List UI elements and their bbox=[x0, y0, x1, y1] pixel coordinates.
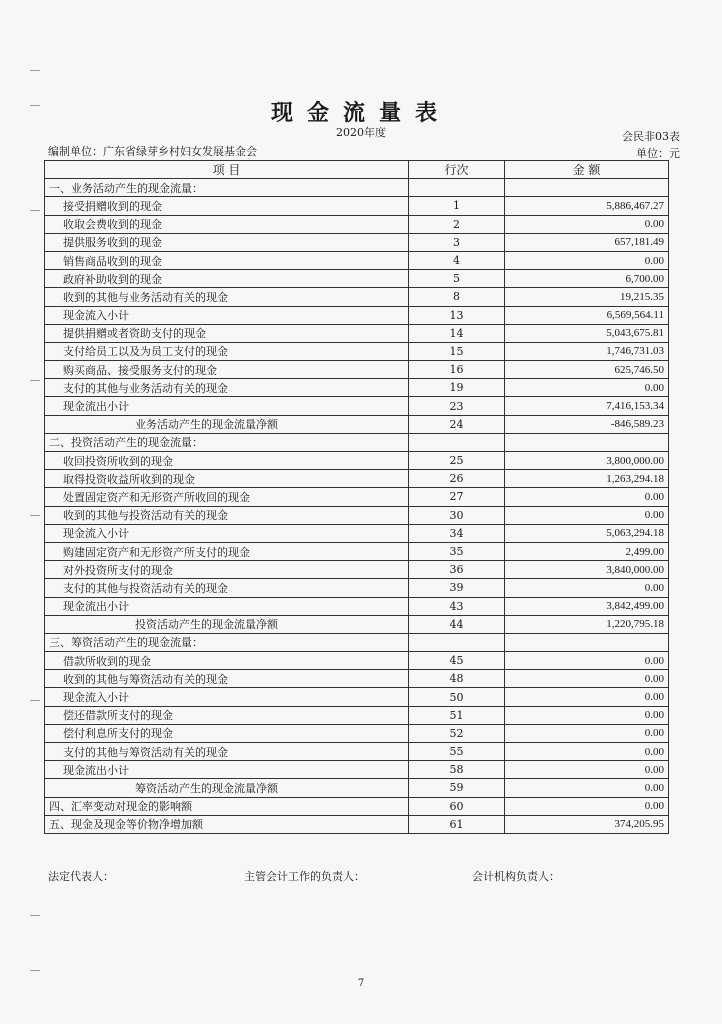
row-item-name: 收到的其他与投资活动有关的现金 bbox=[45, 506, 409, 524]
row-item-name: 一、业务活动产生的现金流量： bbox=[45, 179, 409, 197]
row-item-name: 提供服务收到的现金 bbox=[45, 233, 409, 251]
table-row bbox=[45, 524, 669, 542]
table-row bbox=[45, 306, 669, 324]
table-row bbox=[45, 251, 669, 269]
table-row bbox=[45, 179, 669, 197]
row-amount: 5,886,467.27 bbox=[505, 197, 669, 215]
table-row bbox=[45, 688, 669, 706]
column-header-row-no: 行次 bbox=[409, 161, 505, 179]
row-amount: 0.00 bbox=[505, 506, 669, 524]
legal-representative-label: 法定代表人： bbox=[48, 870, 114, 883]
row-amount: 1,263,294.18 bbox=[505, 470, 669, 488]
row-item-name: 支付给员工以及为员工支付的现金 bbox=[45, 342, 409, 360]
row-item-name: 三、筹资活动产生的现金流量： bbox=[45, 633, 409, 651]
table-row bbox=[45, 288, 669, 306]
row-item-name: 现金流入小计 bbox=[45, 688, 409, 706]
row-number: 60 bbox=[409, 797, 505, 815]
cash-flow-table bbox=[44, 160, 669, 834]
row-amount: 19,215.35 bbox=[505, 288, 669, 306]
row-number: 44 bbox=[409, 615, 505, 633]
row-item-name: 支付的其他与筹资活动有关的现金 bbox=[45, 743, 409, 761]
table-row bbox=[45, 379, 669, 397]
row-item-name: 筹资活动产生的现金流量净额 bbox=[45, 779, 409, 797]
row-item-name: 五、现金及现金等价物净增加额 bbox=[45, 815, 409, 833]
row-number: 59 bbox=[409, 779, 505, 797]
table-row bbox=[45, 743, 669, 761]
table-row bbox=[45, 579, 669, 597]
row-amount: 3,800,000.00 bbox=[505, 452, 669, 470]
row-number: 24 bbox=[409, 415, 505, 433]
row-amount: 374,205.95 bbox=[505, 815, 669, 833]
row-item-name: 收到的其他与业务活动有关的现金 bbox=[45, 288, 409, 306]
row-number: 5 bbox=[409, 270, 505, 288]
row-amount bbox=[505, 433, 669, 451]
row-number: 35 bbox=[409, 542, 505, 560]
row-number: 43 bbox=[409, 597, 505, 615]
row-amount: 0.00 bbox=[505, 706, 669, 724]
table-row bbox=[45, 706, 669, 724]
row-number: 25 bbox=[409, 452, 505, 470]
row-number: 50 bbox=[409, 688, 505, 706]
row-item-name: 处置固定资产和无形资产所收回的现金 bbox=[45, 488, 409, 506]
row-amount: 0.00 bbox=[505, 379, 669, 397]
table-body bbox=[45, 179, 669, 834]
row-amount: 3,840,000.00 bbox=[505, 561, 669, 579]
row-number: 19 bbox=[409, 379, 505, 397]
table-row bbox=[45, 215, 669, 233]
table-row bbox=[45, 761, 669, 779]
row-number: 1 bbox=[409, 197, 505, 215]
row-number: 16 bbox=[409, 361, 505, 379]
row-amount: 0.00 bbox=[505, 724, 669, 742]
row-item-name: 购建固定资产和无形资产所支付的现金 bbox=[45, 542, 409, 560]
row-number: 39 bbox=[409, 579, 505, 597]
row-amount: 2,499.00 bbox=[505, 542, 669, 560]
row-item-name: 现金流出小计 bbox=[45, 761, 409, 779]
row-number: 4 bbox=[409, 251, 505, 269]
table-row bbox=[45, 342, 669, 360]
row-item-name: 现金流出小计 bbox=[45, 397, 409, 415]
row-item-name: 对外投资所支付的现金 bbox=[45, 561, 409, 579]
row-item-name: 现金流出小计 bbox=[45, 597, 409, 615]
table-row bbox=[45, 652, 669, 670]
row-item-name: 四、汇率变动对现金的影响额 bbox=[45, 797, 409, 815]
row-amount: 6,569,564.11 bbox=[505, 306, 669, 324]
row-amount: 5,043,675.81 bbox=[505, 324, 669, 342]
row-number: 8 bbox=[409, 288, 505, 306]
row-amount bbox=[505, 633, 669, 651]
row-item-name: 收到的其他与筹资活动有关的现金 bbox=[45, 670, 409, 688]
row-number: 36 bbox=[409, 561, 505, 579]
row-number bbox=[409, 633, 505, 651]
row-item-name: 政府补助收到的现金 bbox=[45, 270, 409, 288]
column-header-amount: 金 额 bbox=[505, 161, 669, 179]
row-amount: 6,700.00 bbox=[505, 270, 669, 288]
row-number: 15 bbox=[409, 342, 505, 360]
table-row bbox=[45, 779, 669, 797]
row-item-name: 取得投资收益所收到的现金 bbox=[45, 470, 409, 488]
row-amount: 0.00 bbox=[505, 761, 669, 779]
row-item-name: 接受捐赠收到的现金 bbox=[45, 197, 409, 215]
row-number: 13 bbox=[409, 306, 505, 324]
row-item-name: 投资活动产生的现金流量净额 bbox=[45, 615, 409, 633]
row-number: 51 bbox=[409, 706, 505, 724]
row-number: 30 bbox=[409, 506, 505, 524]
row-number: 14 bbox=[409, 324, 505, 342]
row-amount: 0.00 bbox=[505, 488, 669, 506]
row-number bbox=[409, 179, 505, 197]
row-number: 27 bbox=[409, 488, 505, 506]
page-title: 现金流量表 bbox=[270, 100, 451, 126]
table-row bbox=[45, 361, 669, 379]
row-number: 26 bbox=[409, 470, 505, 488]
row-item-name: 现金流入小计 bbox=[45, 306, 409, 324]
table-row bbox=[45, 397, 669, 415]
table-row bbox=[45, 506, 669, 524]
row-amount: 0.00 bbox=[505, 670, 669, 688]
table-row bbox=[45, 433, 669, 451]
accounting-head-label: 主管会计工作的负责人： bbox=[244, 870, 365, 883]
row-number: 52 bbox=[409, 724, 505, 742]
table-row bbox=[45, 615, 669, 633]
row-amount: 3,842,499.00 bbox=[505, 597, 669, 615]
row-number: 61 bbox=[409, 815, 505, 833]
row-amount: 0.00 bbox=[505, 251, 669, 269]
row-amount: 657,181.49 bbox=[505, 233, 669, 251]
accounting-org-head-label: 会计机构负责人： bbox=[472, 870, 560, 883]
row-amount: 625,746.50 bbox=[505, 361, 669, 379]
row-item-name: 收回投资所收到的现金 bbox=[45, 452, 409, 470]
row-item-name: 业务活动产生的现金流量净额 bbox=[45, 415, 409, 433]
row-amount: 0.00 bbox=[505, 215, 669, 233]
row-amount: 0.00 bbox=[505, 688, 669, 706]
organization-name: 编制单位：广东省绿芽乡村妇女发展基金会 bbox=[48, 145, 257, 158]
row-item-name: 偿付利息所支付的现金 bbox=[45, 724, 409, 742]
row-number bbox=[409, 433, 505, 451]
row-amount: 0.00 bbox=[505, 579, 669, 597]
row-number: 45 bbox=[409, 652, 505, 670]
row-amount: 0.00 bbox=[505, 652, 669, 670]
row-item-name: 二、投资活动产生的现金流量： bbox=[45, 433, 409, 451]
row-amount: 1,746,731.03 bbox=[505, 342, 669, 360]
row-amount: 0.00 bbox=[505, 797, 669, 815]
row-amount: 0.00 bbox=[505, 743, 669, 761]
table-row bbox=[45, 815, 669, 833]
page-number: 7 bbox=[357, 978, 365, 989]
fiscal-year: 2020年度 bbox=[336, 126, 386, 139]
column-header-item: 项 目 bbox=[45, 161, 409, 179]
row-number: 48 bbox=[409, 670, 505, 688]
row-amount: 5,063,294.18 bbox=[505, 524, 669, 542]
table-row bbox=[45, 724, 669, 742]
row-item-name: 购买商品、接受服务支付的现金 bbox=[45, 361, 409, 379]
table-row bbox=[45, 542, 669, 560]
table-row bbox=[45, 633, 669, 651]
table-row bbox=[45, 452, 669, 470]
table-row bbox=[45, 561, 669, 579]
currency-unit: 单位：元 bbox=[636, 147, 680, 160]
table-row bbox=[45, 597, 669, 615]
table-row bbox=[45, 797, 669, 815]
table-row bbox=[45, 324, 669, 342]
table-header-row bbox=[45, 161, 669, 179]
row-amount: 1,220,795.18 bbox=[505, 615, 669, 633]
table-row bbox=[45, 270, 669, 288]
row-item-name: 偿还借款所支付的现金 bbox=[45, 706, 409, 724]
row-amount: 7,416,153.34 bbox=[505, 397, 669, 415]
row-amount: 0.00 bbox=[505, 779, 669, 797]
form-code: 会民非03表 bbox=[622, 130, 680, 143]
row-number: 23 bbox=[409, 397, 505, 415]
table-row bbox=[45, 670, 669, 688]
row-amount bbox=[505, 179, 669, 197]
row-item-name: 借款所收到的现金 bbox=[45, 652, 409, 670]
table-row bbox=[45, 415, 669, 433]
row-item-name: 收取会费收到的现金 bbox=[45, 215, 409, 233]
row-item-name: 支付的其他与业务活动有关的现金 bbox=[45, 379, 409, 397]
table-row bbox=[45, 470, 669, 488]
row-item-name: 销售商品收到的现金 bbox=[45, 251, 409, 269]
row-number: 58 bbox=[409, 761, 505, 779]
row-item-name: 现金流入小计 bbox=[45, 524, 409, 542]
row-amount: -846,589.23 bbox=[505, 415, 669, 433]
row-number: 55 bbox=[409, 743, 505, 761]
table-row bbox=[45, 488, 669, 506]
table-row bbox=[45, 197, 669, 215]
row-item-name: 支付的其他与投资活动有关的现金 bbox=[45, 579, 409, 597]
table-row bbox=[45, 233, 669, 251]
row-number: 2 bbox=[409, 215, 505, 233]
row-number: 34 bbox=[409, 524, 505, 542]
row-item-name: 提供捐赠或者资助支付的现金 bbox=[45, 324, 409, 342]
row-number: 3 bbox=[409, 233, 505, 251]
